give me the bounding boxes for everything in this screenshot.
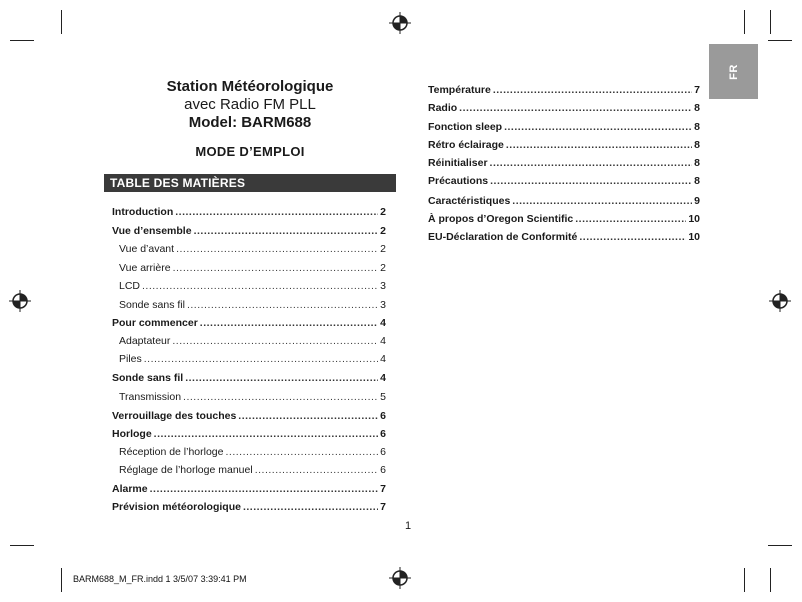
toc-heading: TABLE DES MATIÈRES bbox=[104, 174, 396, 192]
toc-entry-label: Caractéristiques bbox=[428, 195, 511, 207]
toc-entry-page: 8 bbox=[694, 139, 700, 151]
toc-entry bbox=[428, 96, 700, 114]
toc-entry bbox=[112, 292, 386, 311]
manual-heading: MODE D’EMPLOI bbox=[195, 144, 305, 159]
toc-entry bbox=[112, 274, 386, 292]
toc-leader-dots bbox=[238, 410, 378, 422]
toc-leader-dots bbox=[579, 231, 686, 243]
toc-entry-page: 7 bbox=[380, 483, 386, 495]
toc-entry-label: Alarme bbox=[112, 483, 148, 495]
toc-entry-label: Prévision météorologique bbox=[112, 501, 241, 513]
toc-leader-dots bbox=[575, 213, 686, 225]
toc-entry-page: 2 bbox=[380, 262, 386, 274]
toc-entry-page: 7 bbox=[694, 84, 700, 96]
crop-mark bbox=[10, 40, 34, 41]
toc-leader-dots bbox=[504, 121, 692, 133]
toc-entry bbox=[112, 218, 386, 237]
toc-entry bbox=[428, 78, 700, 96]
toc-entry bbox=[112, 347, 386, 365]
toc-leader-dots bbox=[173, 262, 379, 274]
toc-entry bbox=[112, 384, 386, 403]
toc-entry-label: Vue arrière bbox=[119, 262, 171, 274]
toc-entry-label: Adaptateur bbox=[119, 335, 171, 347]
toc-entry-label: Pour commencer bbox=[112, 317, 198, 329]
toc-leader-dots bbox=[493, 84, 692, 96]
toc-entry bbox=[112, 329, 386, 347]
toc-entry bbox=[428, 225, 700, 243]
toc-entry-page: 4 bbox=[380, 317, 386, 329]
crop-mark bbox=[770, 10, 771, 34]
document-subtitle: avec Radio FM PLL bbox=[184, 96, 316, 113]
page-number: 1 bbox=[405, 520, 412, 532]
toc-leader-dots bbox=[154, 428, 378, 440]
crop-mark bbox=[61, 568, 62, 592]
toc-entry bbox=[428, 133, 700, 151]
crop-mark bbox=[61, 10, 62, 34]
toc-leader-dots bbox=[176, 243, 378, 255]
toc-entry-page: 6 bbox=[380, 464, 386, 476]
crop-mark bbox=[768, 545, 792, 546]
toc-entry-page: 2 bbox=[380, 206, 386, 218]
toc-entry bbox=[112, 311, 386, 329]
toc-entry-label: Sonde sans fil bbox=[112, 372, 184, 384]
toc-leader-dots bbox=[200, 317, 378, 329]
toc-entry bbox=[428, 187, 700, 207]
toc-entry-label: LCD bbox=[119, 280, 141, 292]
toc-entry bbox=[112, 200, 386, 218]
toc-leader-dots bbox=[175, 206, 378, 218]
toc-entry-page: 6 bbox=[380, 410, 386, 422]
toc-entry-label: EU-Déclaration de Conformité bbox=[428, 231, 578, 243]
toc-entry bbox=[112, 422, 386, 440]
toc-left-column bbox=[112, 200, 386, 513]
toc-entry-label: Température bbox=[428, 84, 491, 96]
toc-entry-label: Réinitialiser bbox=[428, 157, 488, 169]
toc-entry-page: 2 bbox=[380, 225, 386, 237]
toc-leader-dots bbox=[490, 157, 693, 169]
toc-entry-page: 4 bbox=[380, 372, 386, 384]
document-title: Station Météorologique bbox=[166, 78, 334, 95]
toc-entry-page: 10 bbox=[688, 231, 700, 243]
registration-mark-icon bbox=[389, 567, 411, 589]
toc-entry-label: Fonction sleep bbox=[428, 121, 503, 133]
toc-entry-label: À propos d’Oregon Scientific bbox=[428, 213, 574, 225]
toc-entry-label: Introduction bbox=[112, 206, 174, 218]
toc-entry-page: 6 bbox=[380, 446, 386, 458]
toc-entry bbox=[428, 207, 700, 225]
toc-entry-page: 8 bbox=[694, 121, 700, 133]
toc-entry-label: Sonde sans fil bbox=[119, 299, 185, 311]
toc-entry bbox=[112, 237, 386, 255]
toc-entry-page: 4 bbox=[380, 353, 386, 365]
toc-entry-label: Réglage de l’horloge manuel bbox=[119, 464, 253, 476]
toc-entry-page: 3 bbox=[380, 299, 386, 311]
footer-file-info: BARM688_M_FR.indd 1 3/5/07 3:39:41 PM bbox=[73, 574, 247, 584]
toc-entry bbox=[112, 403, 386, 422]
toc-entry-label: Piles bbox=[119, 353, 142, 365]
toc-entry bbox=[112, 440, 386, 458]
toc-entry-page: 4 bbox=[380, 335, 386, 347]
toc-leader-dots bbox=[172, 335, 378, 347]
toc-leader-dots bbox=[187, 299, 378, 311]
crop-mark bbox=[744, 568, 745, 592]
toc-entry bbox=[112, 495, 386, 513]
toc-entry-page: 10 bbox=[688, 213, 700, 225]
toc-entry-page: 7 bbox=[380, 501, 386, 513]
toc-entry bbox=[428, 114, 700, 133]
toc-entry bbox=[428, 151, 700, 169]
toc-entry bbox=[112, 458, 386, 476]
toc-leader-dots bbox=[459, 102, 692, 114]
toc-entry-label: Transmission bbox=[119, 391, 182, 403]
toc-entry-label: Verrouillage des touches bbox=[112, 410, 237, 422]
registration-mark-icon bbox=[389, 12, 411, 34]
toc-entry-label: Précautions bbox=[428, 175, 489, 187]
crop-mark bbox=[10, 545, 34, 546]
toc-entry-label: Rétro éclairage bbox=[428, 139, 504, 151]
registration-mark-icon bbox=[769, 290, 791, 312]
toc-leader-dots bbox=[150, 483, 379, 495]
registration-mark-icon bbox=[9, 290, 31, 312]
language-tab bbox=[709, 44, 758, 99]
toc-entry-label: Vue d’ensemble bbox=[112, 225, 192, 237]
toc-right-column bbox=[428, 78, 700, 243]
toc-entry-page: 2 bbox=[380, 243, 386, 255]
toc-leader-dots bbox=[185, 372, 378, 384]
toc-entry-page: 5 bbox=[380, 391, 386, 403]
toc-entry-page: 8 bbox=[694, 157, 700, 169]
crop-mark bbox=[744, 10, 745, 34]
toc-leader-dots bbox=[144, 353, 378, 365]
toc-entry-page: 8 bbox=[694, 175, 700, 187]
toc-entry-page: 9 bbox=[694, 195, 700, 207]
toc-entry-label: Horloge bbox=[112, 428, 152, 440]
toc-entry-page: 6 bbox=[380, 428, 386, 440]
title-block bbox=[104, 78, 396, 159]
toc-entry-label: Réception de l’horloge bbox=[119, 446, 224, 458]
toc-entry-page: 8 bbox=[694, 102, 700, 114]
toc-leader-dots bbox=[506, 139, 692, 151]
toc-entry bbox=[112, 255, 386, 274]
toc-leader-dots bbox=[194, 225, 379, 237]
language-tab-label: FR bbox=[727, 63, 740, 80]
toc-leader-dots bbox=[255, 464, 378, 476]
toc-leader-dots bbox=[183, 391, 378, 403]
toc-entry-page: 3 bbox=[380, 280, 386, 292]
toc-leader-dots bbox=[226, 446, 379, 458]
toc-entry bbox=[428, 169, 700, 187]
toc-entry bbox=[112, 476, 386, 495]
model-name: Model: BARM688 bbox=[188, 114, 312, 131]
crop-mark bbox=[768, 40, 792, 41]
crop-mark bbox=[770, 568, 771, 592]
toc-leader-dots bbox=[490, 175, 692, 187]
toc-leader-dots bbox=[142, 280, 378, 292]
toc-leader-dots bbox=[243, 501, 378, 513]
toc-entry bbox=[112, 365, 386, 384]
toc-leader-dots bbox=[512, 195, 692, 207]
toc-entry-label: Radio bbox=[428, 102, 458, 114]
toc-entry-label: Vue d’avant bbox=[119, 243, 175, 255]
